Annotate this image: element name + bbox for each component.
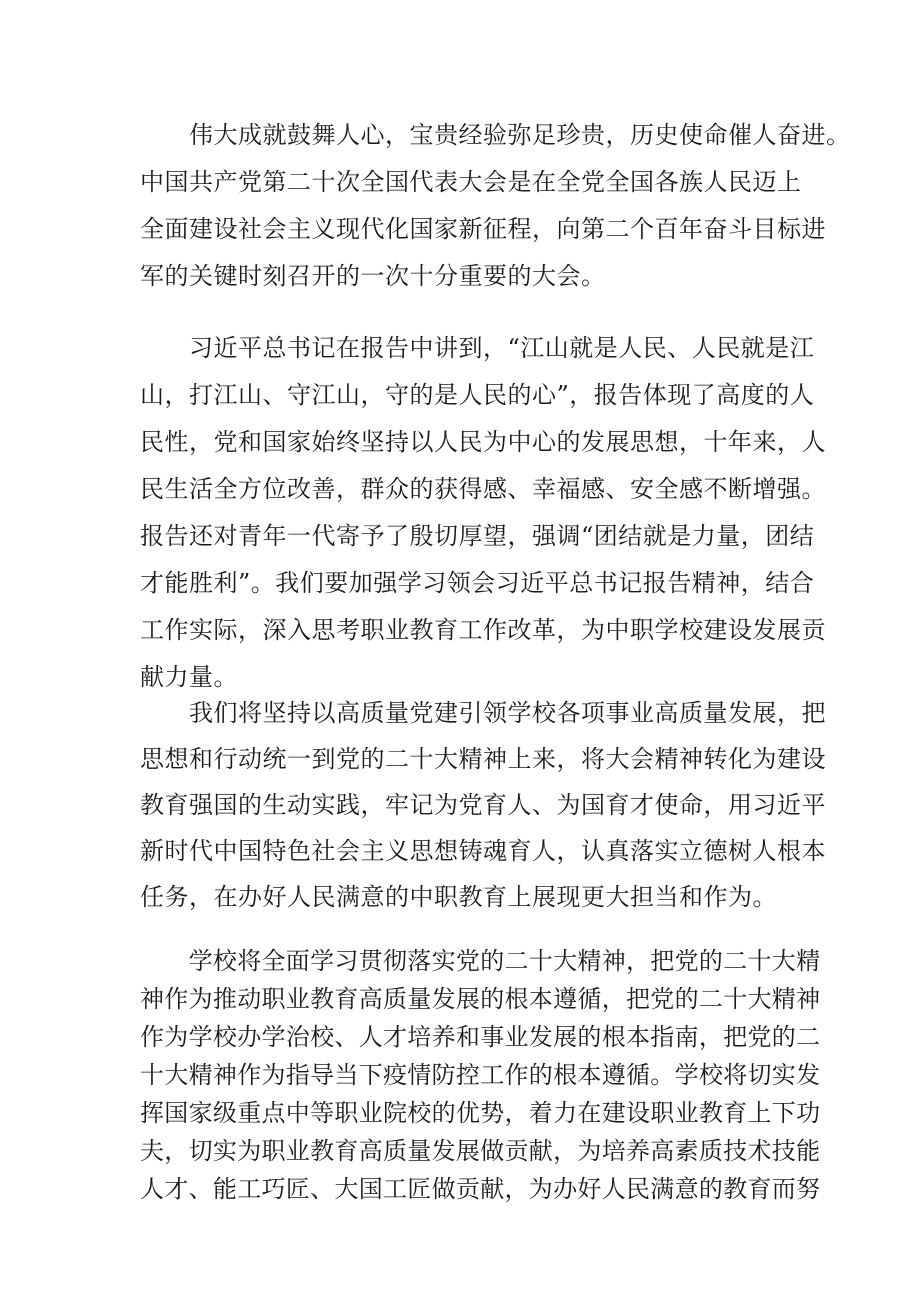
text-line: 民生活全方位改善，群众的获得感、幸福感、安全感不断增强。 [140, 475, 826, 503]
text-line: 学校将全面学习贯彻落实党的二十大精神，把党的二十大精 [140, 947, 821, 975]
text-line: 山，打江山、守江山，守的是人民的心”，报告体现了高度的人 [140, 381, 815, 409]
text-line: 军的关键时刻召开的一次十分重要的大会。 [140, 262, 606, 290]
text-line: 神作为推动职业教育高质量发展的根本遵循，把党的二十大精神 [140, 985, 821, 1013]
text-line: 习近平总书记在报告中讲到，“江山就是人民、人民就是江 [140, 334, 815, 362]
paragraph-1 [140, 112, 851, 300]
text-line: 夫，切实为职业教育高质量发展做贡献，为培养高素质技术技能 [140, 1137, 821, 1165]
text-line: 十大精神作为指导当下疫情防控工作的根本遵循。学校将切实发 [140, 1061, 821, 1089]
text-line: 作为学校办学治校、人才培养和事业发展的根本指南，把党的二 [140, 1023, 821, 1051]
text-line: 教育强国的生动实践，牢记为党育人、为国育才使命，用习近平 [140, 791, 826, 819]
text-line: 伟大成就鼓舞人心，宝贵经验弥足珍贵，历史使命催人奋进。 [140, 121, 851, 149]
text-line: 全面建设社会主义现代化国家新征程，向第二个百年奋斗目标进 [140, 215, 826, 243]
text-line: 思想和行动统一到党的二十大精神上来，将大会精神转化为建设 [140, 745, 826, 773]
text-line: 人才、能工巧匠、大国工匠做贡献，为办好人民满意的教育而努 [140, 1175, 821, 1203]
paragraph-3 [140, 690, 826, 920]
paragraph-4 [140, 942, 821, 1208]
paragraph-2 [140, 325, 826, 701]
text-line: 任务，在办好人民满意的中职教育上展现更大担当和作为。 [140, 883, 777, 911]
text-line: 献力量。 [140, 663, 238, 691]
text-line: 新时代中国特色社会主义思想铸魂育人，认真落实立德树人根本 [140, 837, 826, 865]
text-line: 报告还对青年一代寄予了殷切厚望，强调“团结就是力量，团结 [140, 522, 815, 550]
text-line: 我们将坚持以高质量党建引领学校各项事业高质量发展，把 [140, 699, 826, 727]
text-line: 工作实际，深入思考职业教育工作改革，为中职学校建设发展贡 [140, 616, 826, 644]
text-line: 挥国家级重点中等职业院校的优势，着力在建设职业教育上下功 [140, 1099, 821, 1127]
text-line: 中国共产党第二十次全国代表大会是在全党全国各族人民迈上 [140, 168, 802, 196]
text-line: 民性，党和国家始终坚持以人民为中心的发展思想，十年来，人 [140, 428, 826, 456]
text-line: 才能胜利”。我们要加强学习领会习近平总书记报告精神，结合 [140, 569, 815, 597]
